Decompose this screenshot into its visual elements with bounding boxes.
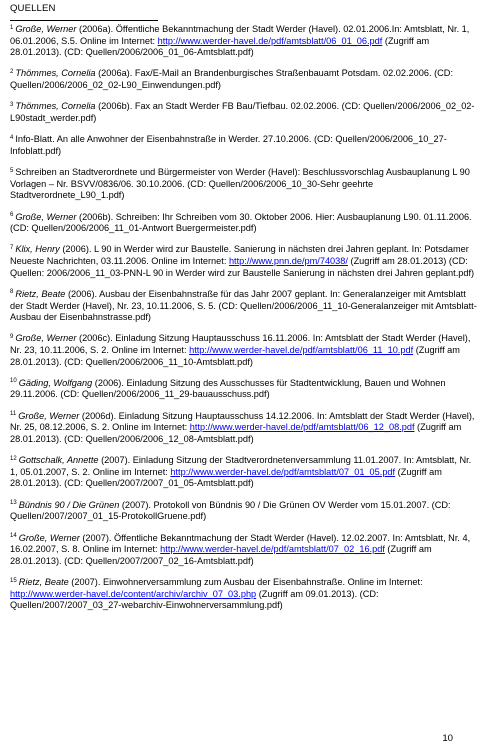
footnote-number: 10 (10, 378, 17, 385)
footnote-link[interactable]: http://www.werder-havel.de/pdf/amtsblatt/06_11_10.pdf (189, 344, 414, 355)
footnote (10, 167, 480, 202)
footnote-text: (2006). Einladung Sitzung des Ausschusses für Stadtentwicklung, Bauen und Wohnen 29.11.2006. (CD: Quellen/2006/2006_11_29-bauausschuss.pdf) (10, 377, 446, 400)
footnote-number: 3 (10, 101, 14, 108)
footnote-number: 1 (10, 24, 14, 31)
footnote (10, 500, 480, 523)
footnote-author: Große, Werner (18, 532, 80, 543)
footnote-text-after: (Zugriff am 28.01.2013). (CD: Quellen/2006/2006_12_08-Amtsblatt.pdf) (10, 422, 462, 444)
footnote (10, 378, 480, 401)
footnote-author: Große, Werner (18, 410, 80, 421)
footnote-number: 2 (10, 68, 14, 75)
footnote-link[interactable]: http://www.werder-havel.de/content/archiv/archiv_07_03.php (10, 588, 257, 599)
footnote-text-after: (Zugriff am 28.01.2013). (CD: Quellen/2007/2007_02_16-Amtsblatt.pdf) (10, 544, 432, 566)
footnote-number: 13 (10, 500, 17, 507)
footnote (10, 577, 480, 612)
footnote-number: 8 (10, 289, 14, 296)
footnote-text-after: (Zugriff am 28.01.2013). (CD: Quellen/2006/2006_11_10-Amtsblatt.pdf) (10, 344, 460, 367)
footnote-author: Thömmes, Cornelia (15, 101, 96, 112)
footnote-number: 11 (10, 411, 17, 418)
footnote (10, 68, 480, 91)
footnote (10, 244, 480, 279)
footnote-text: (2006). Ausbau der Eisenbahnstraße für das Jahr 2007 geplant. In: Generalanzeiger mit Amtsblatt der Stadt Werder (Havel), Nr. 23, 10.11.2006, S. 5. (CD: Quellen/2006/2006_11_10-Generalanzeiger mit Amtsblatt-Ausbau der Eisenbahnstrasse.pdf) (10, 288, 477, 323)
footnote-author: Thömmes, Cornelia (15, 68, 96, 79)
footnote-author: Rietz, Beate (18, 577, 69, 587)
footnote-text: (2007). Einwohnerversammlung zum Ausbau der Eisenbahnstraße. Online im Internet: (68, 577, 423, 587)
footnote-list (10, 24, 480, 621)
footnote-number: 9 (10, 333, 14, 340)
footnote-number: 12 (10, 455, 17, 462)
footnote (10, 24, 480, 59)
footnote-text-after: (Zugriff am 28.01.2013). (CD: Quellen/2006/2006_01_06-Amtsblatt.pdf) (10, 35, 430, 58)
footnote-link[interactable]: http://www.werder-havel.de/pdf/amtsblatt/07_01_05.pdf (170, 466, 396, 477)
footnote-text: (2007). Öffentliche Bekanntmachung der Stadt Werder (Havel). 12.02.2007. In: Amtsblatt, Nr. 4, 16.02.2007, S. 8. Online im Internet: (10, 532, 471, 555)
footnote-link[interactable]: http://www.werder-havel.de/pdf/amtsblatt/06_01_06.pdf (157, 35, 383, 46)
footnote-number: 6 (10, 212, 14, 219)
footnote-text-after: (Zugriff am 28.01.2013). (CD: Quellen/2007/2007_01_05-Amtsblatt.pdf) (10, 466, 442, 489)
footnote-text: (2007). Protokoll von Bündnis 90 / Die Grünen OV Werder vom 15.01.2007. (CD: Quellen/2007/2007_01_15-ProtokollGruene.pdf) (10, 499, 451, 522)
footnote (10, 455, 480, 490)
footnote-number: 5 (10, 167, 14, 174)
footnote-author: Klix, Henry (15, 244, 60, 255)
footnote (10, 101, 480, 124)
page-number: 10 (442, 733, 453, 744)
footnote-text: (2006d). Einladung Sitzung Hauptausschuss 14.12.2006. In: Amtsblatt der Stadt Werder (Havel), Nr. 25, 08.12.2006, S. 2. Online im Internet: (10, 410, 475, 433)
footnote-separator (10, 20, 158, 21)
footnote-text: (2006a). Fax/E-Mail an Brandenburgisches Straßenbauamt Potsdam. 02.02.2006. (CD: Quellen/2006/2006_02_02-L90_Einwendungen.pdf) (10, 68, 453, 91)
footnote-text: (2006). L 90 in Werder wird zur Baustelle. Sanierung in nächsten drei Jahren geplant. In: Potsdamer Neueste Nachrichten, 03.11.2006. Online im Internet: (10, 244, 469, 267)
footnote (10, 533, 480, 568)
footnote (10, 411, 480, 446)
footnote-text: (2006b). Fax an Stadt Werder FB Bau/Tiefbau. 02.02.2006. (CD: Quellen/2006/2006_02_02-L90stadt_werder.pdf) (10, 101, 475, 123)
footnote-text: (2006c). Einladung Sitzung Hauptausschuss 16.11.2006. In: Amtsblatt der Stadt Werder (Havel), Nr. 23, 10.11.2006, S. 2. Online im Internet: (10, 333, 471, 355)
section-heading: QUELLEN (10, 3, 56, 14)
footnote (10, 333, 480, 368)
footnote-number: 7 (10, 244, 14, 251)
footnote-author: Große, Werner (15, 24, 77, 34)
footnote-text: Info-Blatt. An alle Anwohner der Eisenbahnstraße in Werder. 27.10.2006. (CD: Quellen/2006/2006_10_27-Infoblatt.pdf) (10, 134, 447, 156)
footnote (10, 212, 480, 235)
footnote (10, 134, 480, 157)
footnote-author: Große, Werner (15, 211, 77, 222)
footnote-text: (2006a). Öffentliche Bekanntmachung der Stadt Werder (Havel). 02.01.2006.In: Amtsblatt, Nr. 1, 06.01.2006, S.5. Online im Internet: (10, 24, 470, 46)
footnote-text: (2007). Einladung Sitzung der Stadtverordnetenversammlung 11.01.2007. In: Amtsblatt, Nr. 1, 05.01.2007, S. 2. Online im Internet: (10, 455, 472, 477)
footnote-author: Gottschalk, Annette (18, 455, 99, 466)
footnote-author: Gäding, Wolfgang (18, 377, 93, 388)
footnote-number: 14 (10, 533, 17, 540)
footnote-number: 15 (10, 577, 17, 584)
footnote-text: (2006b). Schreiben: Ihr Schreiben vom 30. Oktober 2006. Hier: Ausbauplanung L90. 01.11.2006. (CD: Quellen/2006/2006_11_01-Antwort Buergermeister.pdf) (10, 211, 472, 234)
footnote-link[interactable]: http://www.werder-havel.de/pdf/amtsblatt/07_02_16.pdf (160, 544, 385, 555)
footnote-link[interactable]: http://www.werder-havel.de/pdf/amtsblatt/06_12_08.pdf (189, 422, 415, 433)
footnote-author: Bündnis 90 / Die Grünen (18, 499, 120, 510)
footnote-text-after: (Zugriff am 28.01.2013) (CD: Quellen: 2006/2006_11_03-PNN-L 90 in Werder wird zur Baustelle Sanierung in nächsten drei Jahren geplant.pdf) (10, 256, 475, 278)
footnote-text: Schreiben an Stadtverordnete und Bürgermeister von Werder (Havel): Beschlussvorschlag Ausbauplanung L 90 Vorlagen – Nr. BSVV/0836/06. 30.10.2006. (CD: Quellen/2006/2006_10_30-Sehr geehrte Stadtverordnete_L90_1.pdf) (10, 167, 470, 201)
footnote-author: Rietz, Beate (15, 288, 66, 299)
footnote-number: 4 (10, 134, 14, 141)
footnote (10, 289, 480, 324)
footnote-link[interactable]: http://www.pnn.de/pm/74038/ (228, 256, 348, 267)
footnote-author: Große, Werner (15, 333, 77, 344)
footnote-text-after: (Zugriff am 09.01.2013). (CD: Quellen/2007/2007_03_27-webarchiv-Einwohnerversammlung.pdf) (10, 588, 379, 611)
